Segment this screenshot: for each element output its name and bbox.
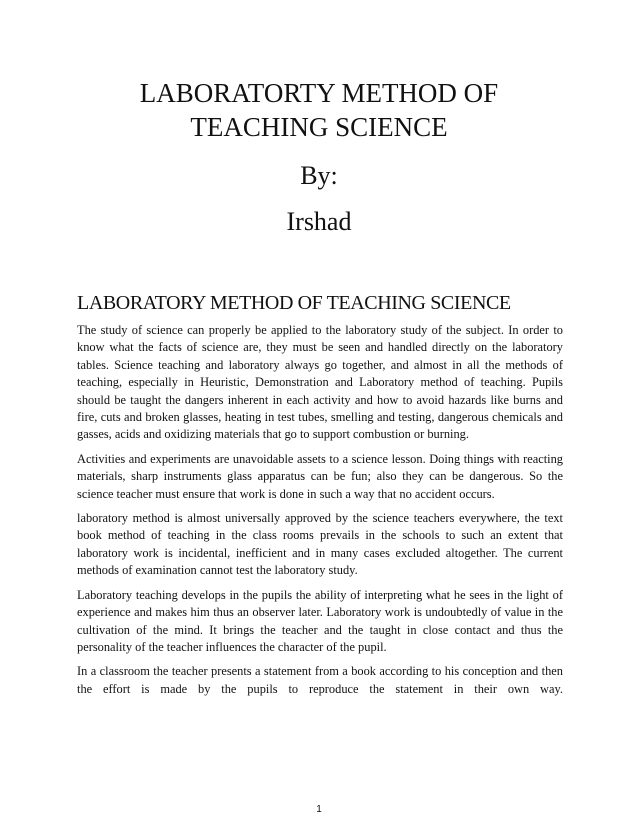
- paragraph-4: Laboratory teaching develops in the pupils the ability of interpreting what he sees in the light of experience and makes him thus an observer later. Laboratory work is undoubtedly of value in the cultivation of the mind. It brings the teacher and the taught in close contact and thus the personality of the teacher influences the character of the pupil.: [77, 587, 563, 654]
- paragraph-1: The study of science can properly be applied to the laboratory study of the subject. In order to know what the facts of science are, they must be seen and handled directly on the laboratory tables. Science teaching and laboratory always go together, and almost in all the methods of teaching, especially in Heuristic, Demonstration and Laboratory method of teaching. Pupils should be taught the dangers inherent in each activity and how to avoid hazards like burns and fire, cuts and broken glasses, heating in test tubes, smelling and testing, dangerous chemicals and gasses, acids and oxidizing materials that go to support combustion or burning.: [77, 323, 563, 442]
- paragraph-3: laboratory method is almost universally approved by the science teachers everywhere, the text book method of teaching in the class rooms prevails in the schools to such an extent that laboratory work is incidental, inefficient and in many cases excluded altogether. The current methods of examination cannot test the laboratory study.: [77, 511, 563, 578]
- title-line-2: TEACHING SCIENCE: [190, 112, 448, 142]
- by-label: By:: [300, 161, 338, 190]
- title-block: [0, 76, 638, 144]
- page-number: 1: [316, 804, 322, 815]
- document-body: [77, 322, 563, 705]
- document-title: [0, 76, 638, 144]
- author-name: Irshad: [286, 207, 352, 236]
- paragraph-5: In a classroom the teacher presents a statement from a book according to his conception and then the effort is made by the pupils to reproduce the statement in their own way.: [77, 664, 563, 696]
- paragraph-2: Activities and experiments are unavoidable assets to a science lesson. Doing things with reacting materials, sharp instruments glass apparatus can be fun; also they can be dangerous. So the science teacher must ensure that work is done in such a way that no accident occurs.: [77, 451, 563, 501]
- section-heading: LABORATORY METHOD OF TEACHING SCIENCE: [77, 292, 511, 314]
- title-line-1: LABORATORTY METHOD OF: [139, 78, 499, 108]
